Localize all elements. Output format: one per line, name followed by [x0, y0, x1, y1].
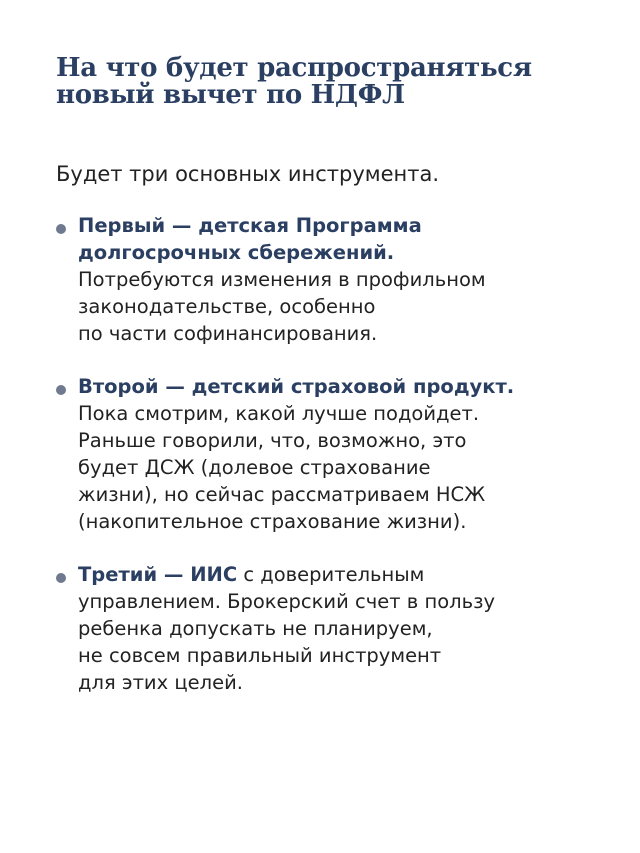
list-item — [56, 373, 626, 535]
item-text: Пока смотрим, какой лучше подойдет. Раньше говорили, что, возможно, это будет ДСЖ (долевое страхование жизни), но сейчас рассматриваем НСЖ (накопительное страхование жизни). — [78, 402, 486, 533]
item-lead: Первый — детская Программа долгосрочных сбережений. — [78, 214, 422, 264]
list-item — [56, 212, 626, 347]
bullet-icon — [56, 224, 66, 234]
page-title: На что будет распространяться новый вычет по НДФЛ — [56, 53, 532, 110]
item-text: Потребуются изменения в профильном законодательстве, особенно по части софинансирования. — [78, 268, 486, 345]
bullet-icon — [56, 573, 66, 583]
intro-text: Будет три основных инструмента. — [56, 162, 440, 186]
bullet-icon — [56, 385, 66, 395]
list-item — [56, 561, 626, 696]
item-lead: Второй — детский страховой продукт. — [78, 375, 515, 398]
item-text: с доверительным управлением. Брокерский счет в пользу ребенка допускать не планируем, не совсем правильный инструмент для этих целей. — [78, 563, 496, 694]
item-lead: Третий — ИИС — [78, 563, 238, 586]
instrument-list — [56, 212, 626, 722]
